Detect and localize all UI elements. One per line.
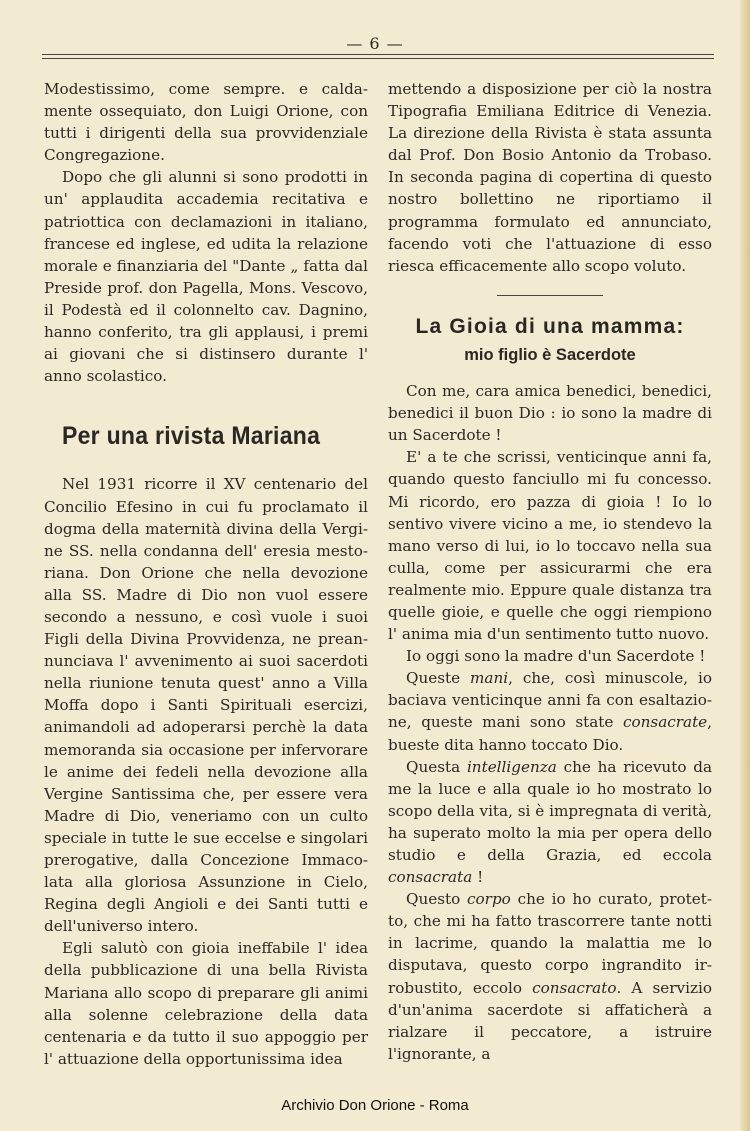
continuation-paragraph: mettendo a disposizione per ciò la nostra Tipografia Emiliana Editrice di Venezia. La direzione della Rivista è stata assunta dal Prof. Don Bosio Antonio da Trobaso. In seconda pagina di copertina di questo nostro bollettino ne riportiamo il programma formulato ed annunciato, facendo voti che l'attuazione di esso riesca efficacemente allo scopo voluto. xyxy=(388,80,712,275)
text-run: che ha ricevuto da me la luce e alla quale io ho mostrato lo scopo della vita, si è impregnata di verità, ha superato molto la mia per opera dello studio e della Grazia, ed eccola xyxy=(388,757,713,864)
article-paragraph: Egli salutò con gioia ineffabile l' idea della pubblicazione di una bella Rivista Mariana allo scopo di preparare gli animi alla solenne celebrazione della data centenaria e da tutto il suo appoggio per l' attuazione della opportunissima idea xyxy=(44,939,368,1068)
archive-footer: Archivio Don Orione - Roma xyxy=(281,1097,469,1114)
page-edge-shadow xyxy=(740,0,750,1131)
article-paragraph xyxy=(388,888,712,1065)
text-run: . A servizio d'un'anima sacerdote si affaticherà a rialzare il peccatore, a istruire l'ignorante, a xyxy=(388,978,712,1063)
text-run: Queste xyxy=(406,669,471,688)
intro-paragraph: Modestissimo, come sempre. e caldamente ossequiato, don Luigi Orione, con tutti i dirigenti della sua provvidenziale Congregazione. xyxy=(44,80,368,165)
article-title-rivista-mariana: Per una rivista Mariana xyxy=(62,422,321,451)
page-number: — 6 — xyxy=(346,34,404,53)
italic-word: corpo xyxy=(467,890,511,909)
italic-word: intelligenza xyxy=(466,757,557,776)
italic-word: consacrato xyxy=(532,978,617,997)
italic-word: consacrate xyxy=(622,713,708,732)
text-run: , bueste dita hanno toccato Dio. xyxy=(388,713,712,754)
article-subtitle: mio figlio è Sacerdote xyxy=(464,345,636,364)
article-paragraph xyxy=(388,756,712,889)
italic-word: consacrata xyxy=(388,868,473,887)
left-column xyxy=(44,78,368,1070)
italic-word: mani xyxy=(470,669,509,688)
article-paragraph: Io oggi sono la madre d'un Sacerdote ! xyxy=(406,647,706,666)
right-column xyxy=(388,78,712,1065)
article-paragraph: Nel 1931 ricorre il XV centenario del Concilio Efesino in cui fu proclamato il dogma della maternità divina della Vergine SS. nella condanna dell' eresia mestoriana. Don Orione che nella devozione alla SS. Madre di Dio non vuol essere secondo a nessuno, e così vuole i suoi Figli della Divina Provvidenza, ne preannunciava l' avvenimento ai suoi sacerdoti nella riunione tenuta quest' anno a Villa Moffa dopo i Santi Spirituali esercizi, animandoli ad adoperarsi perchè la data memoranda sia occasione per infervorare le anime dei fedeli nella devozione alla Vergine Santissima che, per essere vera Madre di Dio, veneriamo con un culto speciale in tutte le sue eccelse e singolari prerogative, dalla Concezione Immacolata alla gloriosa Assunzione in Cielo, Regina degli Angioli e dei Santi tutti e dell'universo intero. xyxy=(44,475,368,936)
section-divider xyxy=(497,295,603,296)
text-run: Questa xyxy=(406,757,467,776)
intro-paragraph: Dopo che gli alunni si sono prodotti in un' applaudita accademia recitativa e patriottica con declamazioni in italiano, francese ed inglese, ed udita la relazione morale e finanziaria del "Dante „ fatta dal Preside prof. don Pagella, Mons. Vescovo, il Podestà ed il colonnelto cav. Dagnino, hanno conferito, tra gli applausi, i premi ai giovani che si distinsero durante l' anno scolastico. xyxy=(44,168,368,386)
header-rule xyxy=(42,54,714,55)
header-rule-double xyxy=(42,58,714,59)
text-run: che io ho curato, protetto, che mi ha fatto trascorrere tante notti in lacrime, quando la malattia me lo disputava, questo corpo ingrandito irrobustito, eccolo xyxy=(388,890,712,997)
article-paragraph xyxy=(388,667,712,755)
text-run: , che, così minuscole, io baciava venticinque anni fa con esaltazione, queste mani sono state xyxy=(388,669,712,732)
article-title-gioia-mamma: La Gioia di una mamma: xyxy=(415,314,685,338)
text-run: ! xyxy=(472,868,484,887)
article-paragraph: E' a te che scrissi, venticinque anni fa, quando questo fanciullo mi fu concesso. Mi ricordo, ero pazza di gioia ! Io lo sentivo vivere vicino a me, io stendevo la mano verso di lui, io lo toccavo nella sua culla, come per assicurarmi che era realmente mio. Eppure quale distanza tra quelle gioie, e quelle che oggi riempiono l' anima mia d'un sentimento tutto nuovo. xyxy=(388,448,712,644)
text-run: Questo xyxy=(406,890,468,909)
article-paragraph: Con me, cara amica benedici, benedici, benedici il buon Dio : io sono la madre di un Sacerdote ! xyxy=(388,382,712,445)
